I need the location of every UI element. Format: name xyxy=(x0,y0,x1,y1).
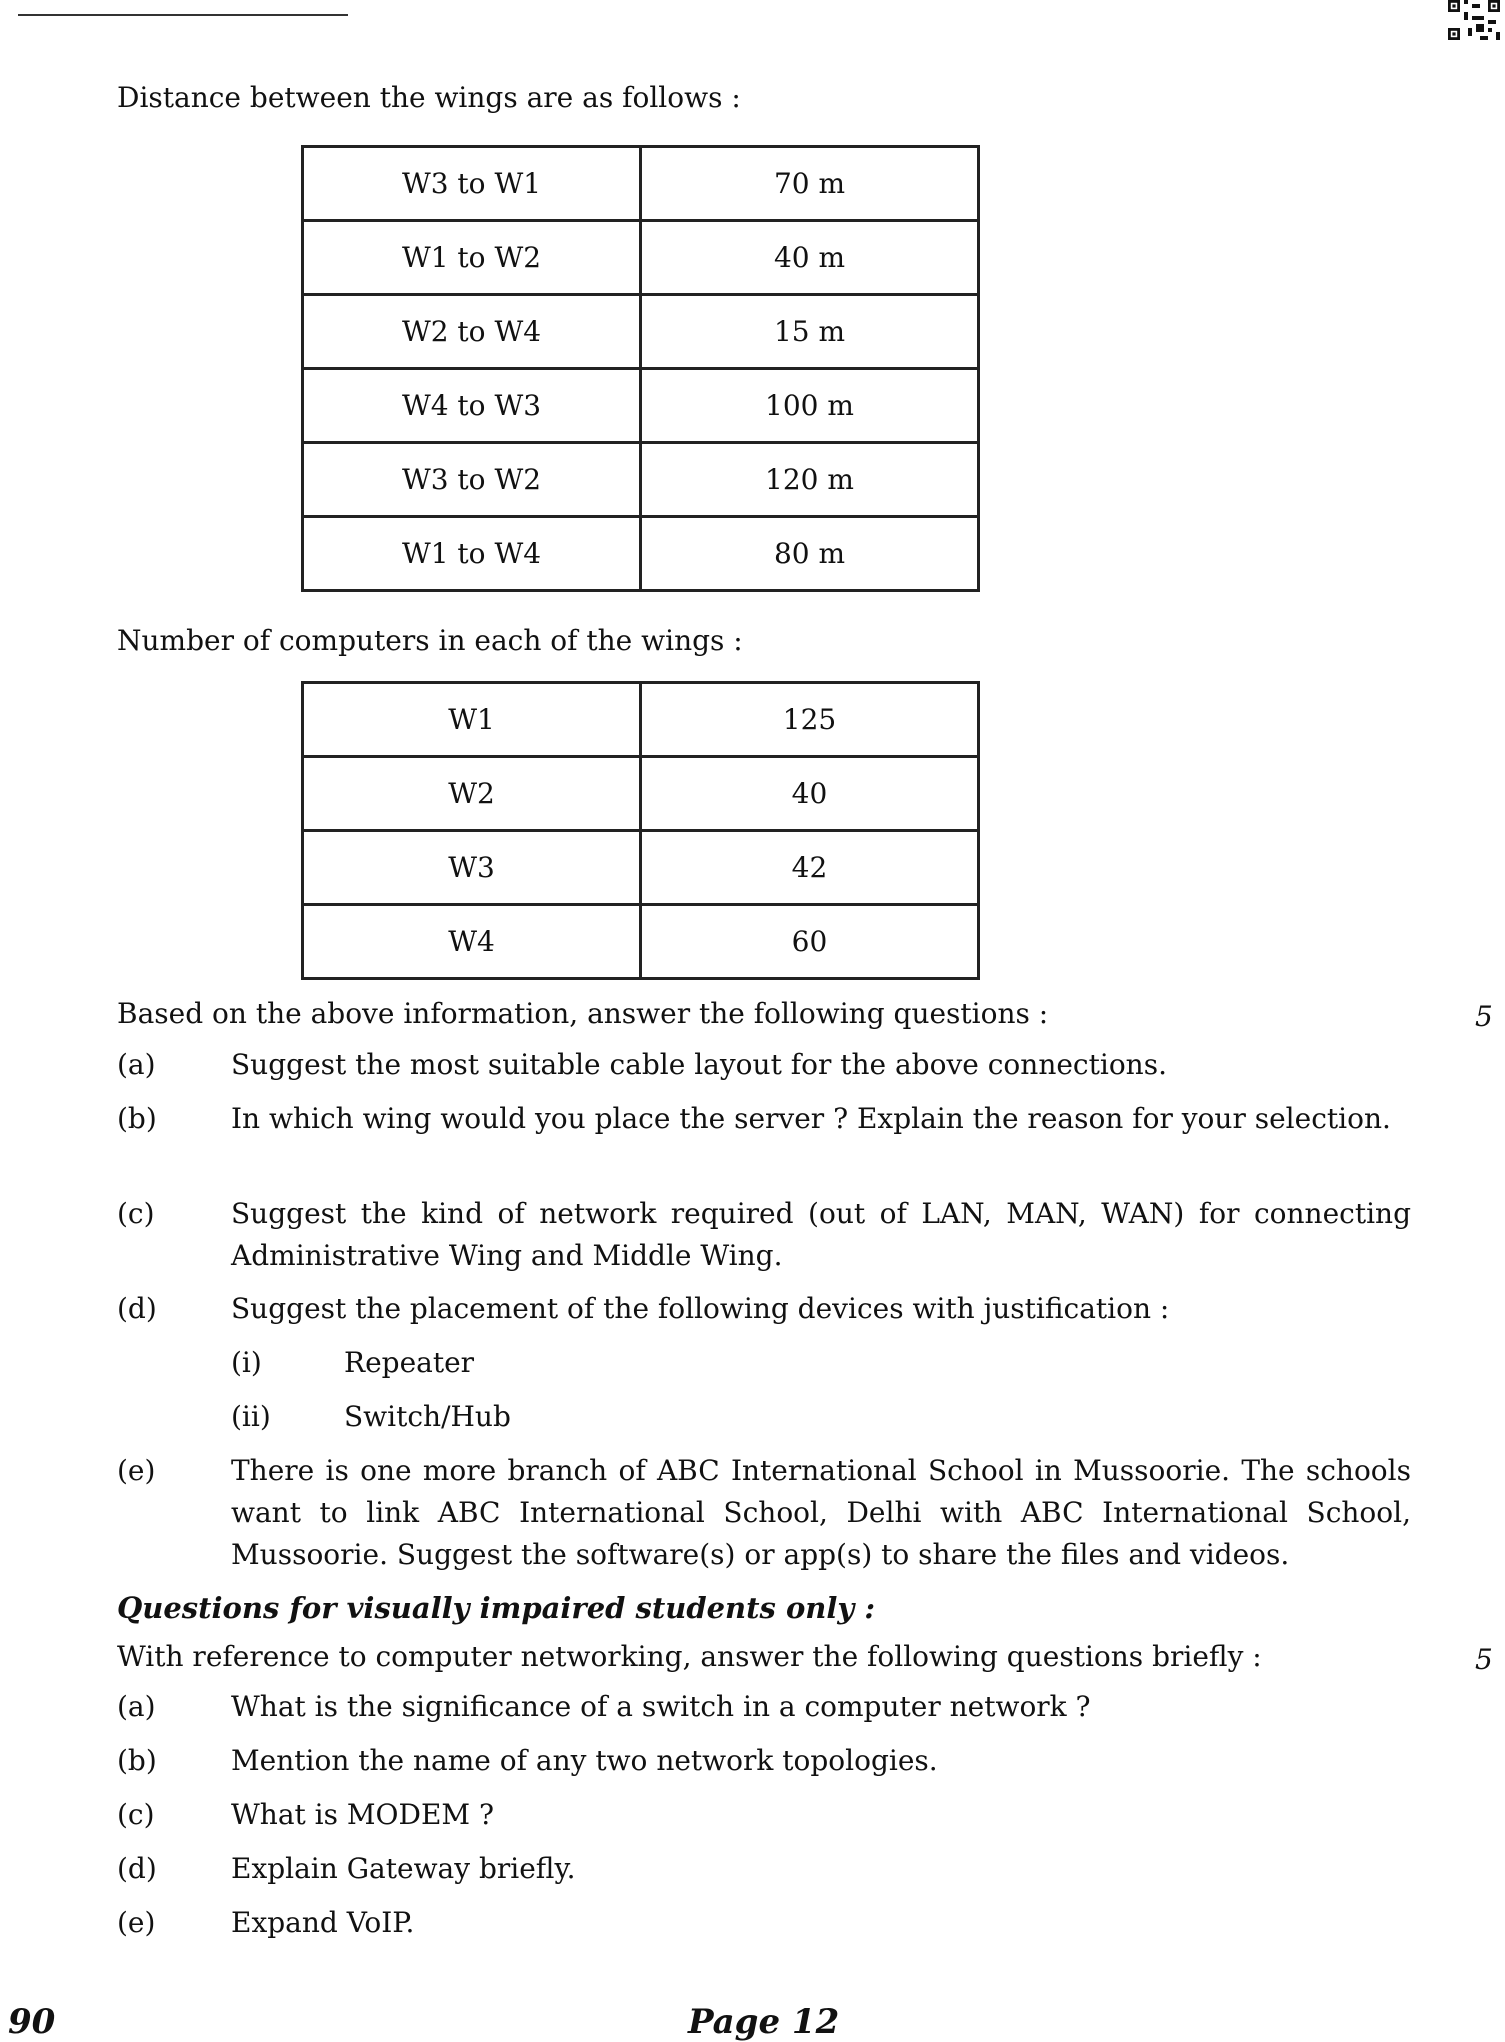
subitem-text: Switch/Hub xyxy=(344,1400,511,1433)
distance-row xyxy=(303,369,979,443)
computers-row xyxy=(303,831,979,905)
question-label: (e) xyxy=(117,1906,156,1939)
computers-row-cell-wing: W3 xyxy=(303,831,641,905)
computers-row xyxy=(303,905,979,979)
subitem-label: (i) xyxy=(231,1346,262,1379)
header-rule xyxy=(18,14,348,16)
question-label: (a) xyxy=(117,1048,156,1081)
question-label: (c) xyxy=(117,1197,155,1230)
distance-row-cell-pair: W3 to W1 xyxy=(303,147,641,221)
distance-row-cell-pair: W3 to W2 xyxy=(303,443,641,517)
questions-intro: Based on the above information, answer the following questions : xyxy=(117,997,1049,1030)
subitem-text: Repeater xyxy=(344,1346,475,1379)
distance-row-cell-distance: 100 m xyxy=(641,369,979,443)
computers-row-cell-count: 125 xyxy=(641,683,979,757)
distance-row xyxy=(303,295,979,369)
computers-intro: Number of computers in each of the wings : xyxy=(117,624,743,657)
distance-intro: Distance between the wings are as follows : xyxy=(117,81,741,114)
question-text: In which wing would you place the server ? Explain the reason for your selection. xyxy=(231,1102,1391,1135)
distance-row xyxy=(303,221,979,295)
subitem-label: (ii) xyxy=(231,1400,271,1433)
distance-row-cell-distance: 120 m xyxy=(641,443,979,517)
distance-row-cell-distance: 70 m xyxy=(641,147,979,221)
distance-row-cell-distance: 80 m xyxy=(641,517,979,591)
distance-row-cell-pair: W1 to W4 xyxy=(303,517,641,591)
question-text: Expand VoIP. xyxy=(231,1906,415,1939)
question-text: Suggest the most suitable cable layout for the above connections. xyxy=(231,1048,1167,1081)
question-text: There is one more branch of ABC International School in Mussoorie. The schools want to link ABC International School, Delhi with ABC International School, Mussoorie. Suggest the software(s) or app(s) to share the files and videos. xyxy=(231,1454,1411,1571)
question-text: Suggest the placement of the following devices with justification : xyxy=(231,1292,1170,1325)
vi-heading: Questions for visually impaired students only : xyxy=(117,1591,876,1625)
computers-row-cell-count: 60 xyxy=(641,905,979,979)
question-label: (d) xyxy=(117,1852,157,1885)
question-label: (b) xyxy=(117,1744,157,1777)
computers-row xyxy=(303,757,979,831)
page-number: Page 12 xyxy=(688,2002,840,2042)
computers-table xyxy=(301,681,980,980)
question-text: What is the significance of a switch in a computer network ? xyxy=(231,1690,1091,1723)
distance-table xyxy=(301,145,980,592)
question-text: Mention the name of any two network topologies. xyxy=(231,1744,938,1777)
distance-row-cell-pair: W2 to W4 xyxy=(303,295,641,369)
question-text: Explain Gateway briefly. xyxy=(231,1852,576,1885)
question-label: (d) xyxy=(117,1292,157,1325)
computers-row xyxy=(303,683,979,757)
computers-row-cell-wing: W1 xyxy=(303,683,641,757)
distance-row-cell-distance: 40 m xyxy=(641,221,979,295)
vi-marks-label: 5 xyxy=(1475,1643,1493,1676)
qr-code-icon xyxy=(1448,0,1500,40)
computers-row-cell-count: 40 xyxy=(641,757,979,831)
distance-row xyxy=(303,443,979,517)
distance-row-cell-pair: W1 to W2 xyxy=(303,221,641,295)
computers-row-cell-wing: W4 xyxy=(303,905,641,979)
question-text: Suggest the kind of network required (out of LAN, MAN, WAN) for connecting Administrative Wing and Middle Wing. xyxy=(231,1197,1411,1272)
distance-row xyxy=(303,147,979,221)
question-label: (b) xyxy=(117,1102,157,1135)
distance-row-cell-pair: W4 to W3 xyxy=(303,369,641,443)
computers-row-cell-count: 42 xyxy=(641,831,979,905)
marks-label: 5 xyxy=(1475,1000,1493,1033)
question-label: (a) xyxy=(117,1690,156,1723)
distance-row-cell-distance: 15 m xyxy=(641,295,979,369)
question-label: (c) xyxy=(117,1798,155,1831)
vi-intro: With reference to computer networking, answer the following questions briefly : xyxy=(117,1640,1262,1673)
paper-code: 90 xyxy=(8,2002,56,2042)
computers-row-cell-wing: W2 xyxy=(303,757,641,831)
question-label: (e) xyxy=(117,1454,156,1487)
distance-row xyxy=(303,517,979,591)
question-text: What is MODEM ? xyxy=(231,1798,494,1831)
